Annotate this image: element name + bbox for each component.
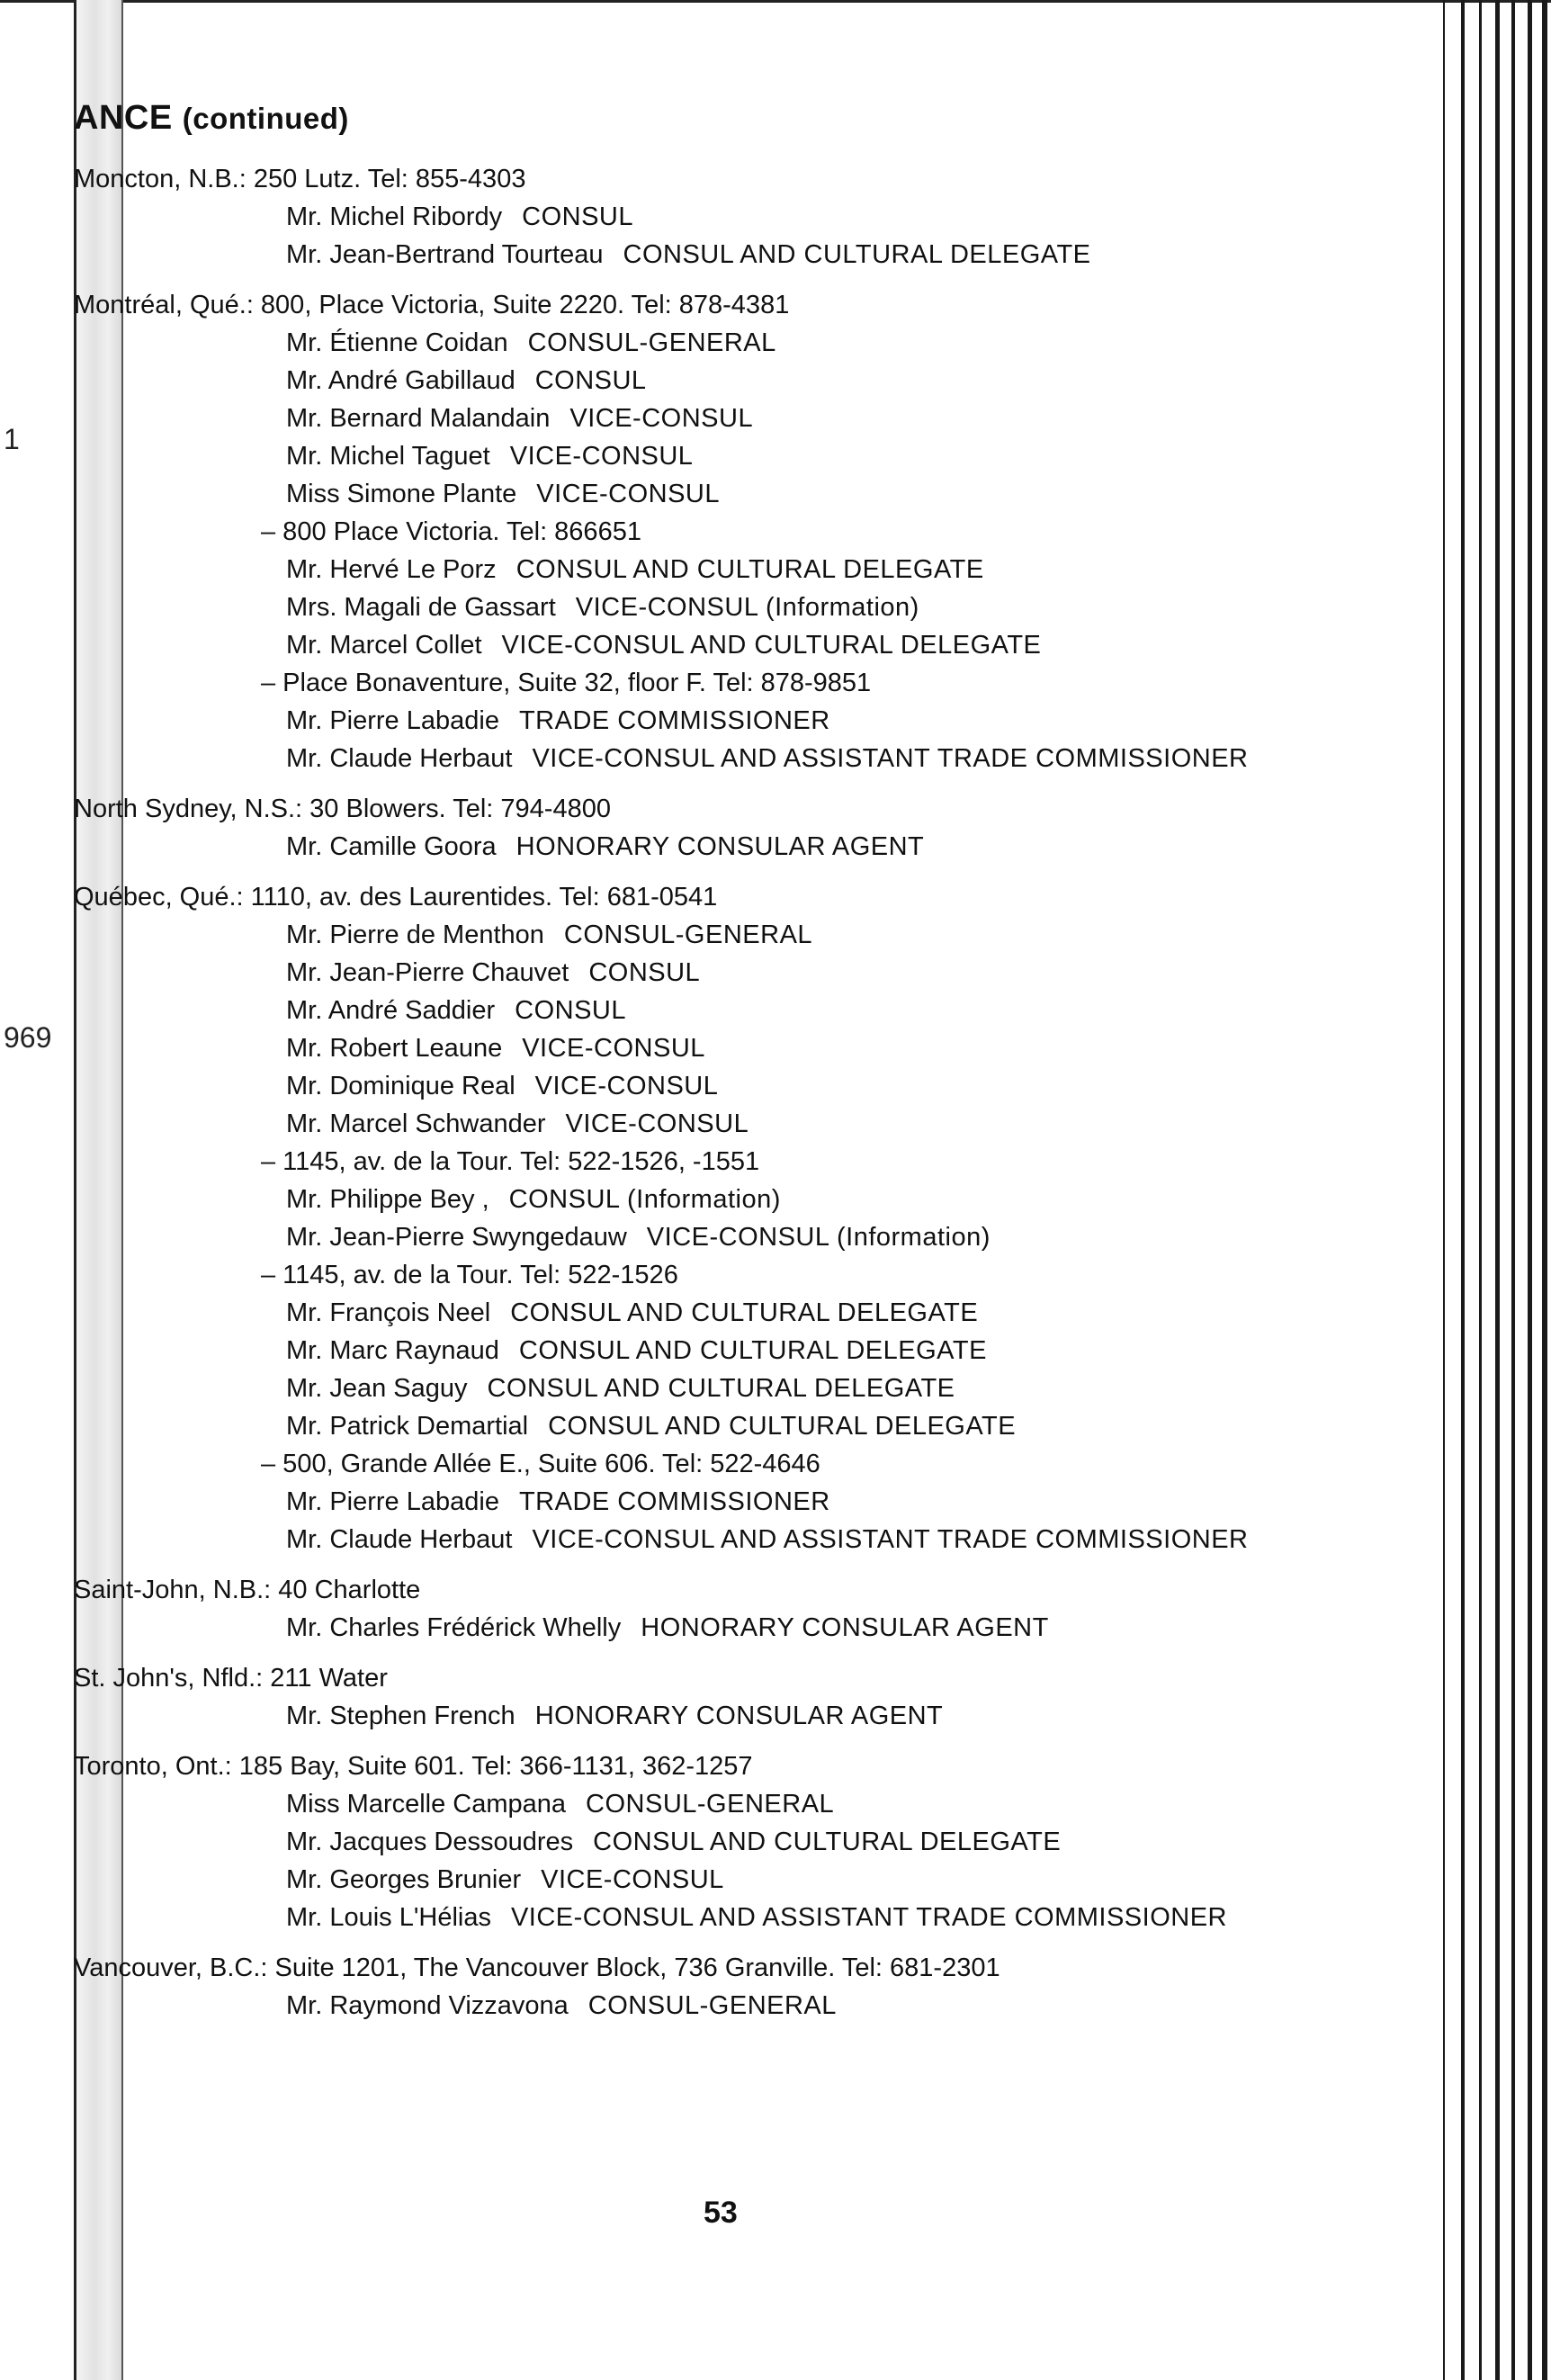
staff-row xyxy=(74,588,1384,626)
staff-title: VICE-CONSUL xyxy=(565,1109,749,1138)
staff-row xyxy=(74,1181,1384,1218)
staff-title: CONSUL-GENERAL xyxy=(587,1991,837,2020)
consulate-entry xyxy=(74,286,1333,777)
staff-name: Mr. Raymond Vizzavona xyxy=(286,1991,569,2020)
staff-title: VICE-CONSUL AND ASSISTANT TRADE COMMISSIONER xyxy=(532,744,1249,773)
consulate-entry xyxy=(74,1949,1333,2025)
staff-name: Mr. Jean-Pierre Swyngedauw xyxy=(286,1223,627,1252)
margin-mark-1: 1 xyxy=(4,423,20,455)
staff-row xyxy=(74,198,1384,236)
staff-name: Mr. Hervé Le Porz xyxy=(286,555,497,584)
staff-name: Mr. Philippe Bey , xyxy=(286,1185,489,1214)
consulate-address: Saint-John, N.B.: 40 Charlotte xyxy=(74,1576,421,1604)
consulate-entry xyxy=(74,1571,1333,1647)
staff-name: Mr. Claude Herbaut xyxy=(286,744,513,773)
staff-title: CONSUL AND CULTURAL DELEGATE xyxy=(548,1412,1017,1441)
staff-name: Mr. Pierre de Menthon xyxy=(286,921,544,949)
consulate-entry xyxy=(74,1659,1333,1735)
staff-name: Mr. Charles Frédérick Whelly xyxy=(286,1613,622,1642)
staff-title: CONSUL xyxy=(534,366,647,395)
staff-title: CONSUL-GENERAL xyxy=(563,921,813,949)
staff-title: CONSUL AND CULTURAL DELEGATE xyxy=(510,1298,979,1327)
staff-name: Mr. Stephen French xyxy=(286,1702,516,1730)
consulate-entry xyxy=(74,790,1333,866)
consulate-address: Montréal, Qué.: 800, Place Victoria, Suite 2220. Tel: 878-4381 xyxy=(74,291,790,319)
staff-title: HONORARY CONSULAR AGENT xyxy=(534,1702,944,1730)
staff-title: CONSUL xyxy=(522,202,633,231)
page-edge-lines xyxy=(1434,0,1551,2380)
staff-name: Miss Simone Plante xyxy=(286,480,517,508)
staff-title: VICE-CONSUL xyxy=(522,1034,705,1063)
staff-row xyxy=(74,1785,1384,1823)
staff-row xyxy=(74,916,1384,954)
consulate-entry xyxy=(74,160,1333,274)
staff-title: CONSUL xyxy=(588,958,701,987)
staff-row xyxy=(74,1609,1384,1647)
consulate-address: St. John's, Nfld.: 211 Water xyxy=(74,1664,388,1693)
staff-title: VICE-CONSUL (Information) xyxy=(575,593,919,622)
consulate-address: Toronto, Ont.: 185 Bay, Suite 601. Tel: 366-1131, 362-1257 xyxy=(74,1752,753,1781)
staff-row xyxy=(74,954,1384,992)
staff-title: VICE-CONSUL AND CULTURAL DELEGATE xyxy=(501,631,1042,660)
document-page xyxy=(74,0,1333,2380)
staff-title: CONSUL (Information) xyxy=(508,1185,781,1214)
staff-name: Miss Marcelle Campana xyxy=(286,1790,567,1819)
staff-row xyxy=(74,1332,1384,1370)
staff-name: Mr. Marcel Collet xyxy=(286,631,482,660)
staff-name: Mr. Robert Leaune xyxy=(286,1034,503,1063)
office-address: – 1145, av. de la Tour. Tel: 522-1526 xyxy=(261,1261,678,1289)
staff-row xyxy=(74,1987,1384,2025)
staff-name: Mr. Camille Goora xyxy=(286,832,497,861)
staff-title: VICE-CONSUL xyxy=(509,442,694,471)
staff-title: VICE-CONSUL (Information) xyxy=(646,1223,991,1252)
section-title-continued: (continued) xyxy=(182,102,349,135)
staff-row xyxy=(74,1067,1384,1105)
staff-name: Mr. Pierre Labadie xyxy=(286,1487,499,1516)
staff-title: VICE-CONSUL AND ASSISTANT TRADE COMMISSIONER xyxy=(510,1903,1227,1932)
staff-name: Mr. Jean-Pierre Chauvet xyxy=(286,958,569,987)
staff-name: Mr. Dominique Real xyxy=(286,1072,516,1100)
staff-name: Mr. Marc Raynaud xyxy=(286,1336,499,1365)
staff-title: CONSUL AND CULTURAL DELEGATE xyxy=(593,1828,1062,1856)
staff-name: Mr. Georges Brunier xyxy=(286,1865,522,1894)
staff-title: VICE-CONSUL xyxy=(536,480,720,508)
consulate-address: Vancouver, B.C.: Suite 1201, The Vancouver Block, 736 Granville. Tel: 681-2301 xyxy=(74,1953,1000,1982)
staff-name: Mrs. Magali de Gassart xyxy=(286,593,556,622)
staff-row xyxy=(74,551,1384,588)
consulate-listing xyxy=(74,160,1333,2037)
consulate-address: Moncton, N.B.: 250 Lutz. Tel: 855-4303 xyxy=(74,165,526,193)
staff-title: CONSUL AND CULTURAL DELEGATE xyxy=(518,1336,987,1365)
staff-name: Mr. Jacques Dessoudres xyxy=(286,1828,574,1856)
staff-row xyxy=(74,1218,1384,1256)
staff-title: CONSUL AND CULTURAL DELEGATE xyxy=(623,240,1091,269)
staff-title: CONSUL xyxy=(515,996,626,1025)
staff-row xyxy=(74,1407,1384,1445)
staff-title: VICE-CONSUL xyxy=(569,404,754,433)
staff-name: Mr. Jean Saguy xyxy=(286,1374,468,1403)
staff-row xyxy=(74,1294,1384,1332)
staff-name: Mr. Patrick Demartial xyxy=(286,1412,529,1441)
staff-title: HONORARY CONSULAR AGENT xyxy=(641,1613,1049,1642)
staff-row xyxy=(74,1861,1384,1899)
staff-row xyxy=(74,702,1384,740)
office-address: – Place Bonaventure, Suite 32, floor F. Tel: 878-9851 xyxy=(261,669,872,697)
consulate-address: North Sydney, N.S.: 30 Blowers. Tel: 794-4800 xyxy=(74,795,611,823)
staff-row xyxy=(74,828,1384,866)
staff-title: VICE-CONSUL xyxy=(541,1865,724,1894)
staff-row xyxy=(74,1697,1384,1735)
consulate-entry xyxy=(74,1747,1333,1936)
staff-row xyxy=(74,992,1384,1029)
staff-row xyxy=(74,437,1384,475)
staff-row xyxy=(74,1823,1384,1861)
staff-title: CONSUL AND CULTURAL DELEGATE xyxy=(487,1374,955,1403)
staff-title: TRADE COMMISSIONER xyxy=(518,706,830,735)
consulate-entry xyxy=(74,878,1333,1558)
staff-row xyxy=(74,626,1384,664)
staff-row xyxy=(74,1105,1384,1143)
margin-mark-2: 969 xyxy=(4,1021,52,1054)
staff-row xyxy=(74,1483,1384,1521)
staff-name: Mr. Michel Taguet xyxy=(286,442,490,471)
office-address: – 500, Grande Allée E., Suite 606. Tel: 522-4646 xyxy=(261,1450,820,1478)
staff-row xyxy=(74,400,1384,437)
staff-name: Mr. Pierre Labadie xyxy=(286,706,499,735)
staff-name: Mr. Marcel Schwander xyxy=(286,1109,546,1138)
section-title xyxy=(74,99,349,138)
staff-row xyxy=(74,236,1384,274)
staff-name: Mr. François Neel xyxy=(286,1298,491,1327)
staff-row xyxy=(74,324,1384,362)
page-number: 53 xyxy=(704,2196,738,2230)
consulate-address: Québec, Qué.: 1110, av. des Laurentides. Tel: 681-0541 xyxy=(74,883,718,912)
staff-title: TRADE COMMISSIONER xyxy=(518,1487,830,1516)
staff-row xyxy=(74,1899,1384,1936)
staff-name: Mr. Michel Ribordy xyxy=(286,202,503,231)
staff-row xyxy=(74,475,1384,513)
staff-row xyxy=(74,362,1384,400)
staff-row xyxy=(74,1029,1384,1067)
staff-row xyxy=(74,740,1384,777)
section-title-text: ANCE xyxy=(74,99,173,137)
staff-name: Mr. Jean-Bertrand Tourteau xyxy=(286,240,604,269)
staff-name: Mr. André Gabillaud xyxy=(286,366,516,395)
staff-title: CONSUL AND CULTURAL DELEGATE xyxy=(516,555,984,584)
staff-name: Mr. Bernard Malandain xyxy=(286,404,551,433)
staff-title: HONORARY CONSULAR AGENT xyxy=(516,832,925,861)
staff-name: Mr. Étienne Coidan xyxy=(286,328,508,357)
staff-title: VICE-CONSUL xyxy=(534,1072,719,1100)
staff-name: Mr. André Saddier xyxy=(286,996,496,1025)
staff-title: CONSUL-GENERAL xyxy=(527,328,776,357)
staff-title: CONSUL-GENERAL xyxy=(586,1790,835,1819)
staff-row xyxy=(74,1370,1384,1407)
staff-title: VICE-CONSUL AND ASSISTANT TRADE COMMISSIONER xyxy=(532,1525,1249,1554)
staff-name: Mr. Louis L'Hélias xyxy=(286,1903,491,1932)
office-address: – 1145, av. de la Tour. Tel: 522-1526, -1551 xyxy=(261,1147,760,1176)
staff-row xyxy=(74,1521,1384,1558)
office-address: – 800 Place Victoria. Tel: 866651 xyxy=(261,517,641,546)
staff-name: Mr. Claude Herbaut xyxy=(286,1525,513,1554)
